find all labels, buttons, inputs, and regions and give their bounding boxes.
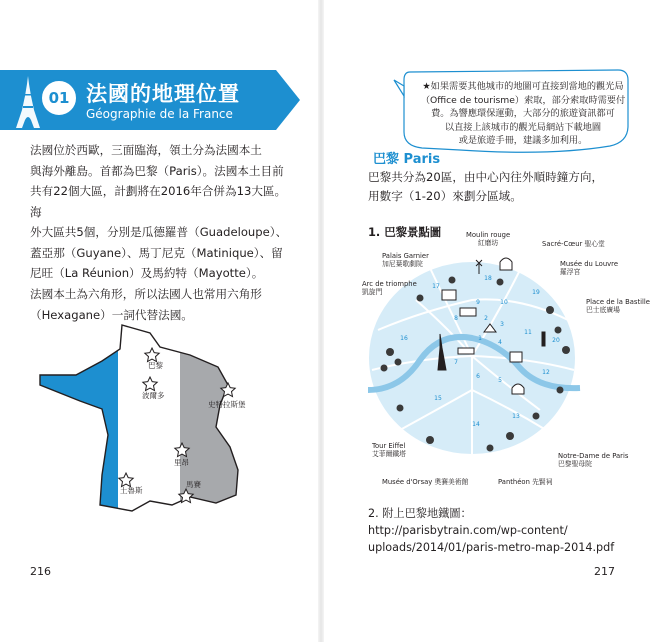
district-number: 17	[432, 283, 440, 290]
text-line: 與海外離島。首都為巴黎（Paris）。法國本土目前	[30, 163, 284, 178]
text-line[interactable]: 2. 附上巴黎地鐵圖：http://parisbytrain.com/wp-content/	[368, 507, 568, 537]
label-moulin-rouge: Moulin rouge 紅磨坊	[466, 231, 511, 247]
note-line: 或是旅遊手冊，建議多加利用。	[458, 135, 588, 146]
note-text	[418, 80, 628, 148]
district-number: 15	[434, 395, 442, 402]
map-label-marseille: 馬賽	[186, 480, 201, 489]
book-gutter	[318, 0, 324, 642]
map-label-paris: 巴黎	[148, 361, 163, 370]
notre-dame-icon	[510, 352, 522, 362]
district-number: 19	[532, 289, 540, 296]
label-arc-de-triomphe: Arc de triomphe 凱旋門	[362, 280, 417, 296]
district-number: 13	[512, 413, 520, 420]
map-label-strasbourg: 史特拉斯堡	[208, 400, 246, 409]
note-line: （Office de tourisme）索取，部分索取時需要付	[420, 94, 626, 106]
chapter-number-badge: 01	[40, 79, 78, 117]
district-number: 8	[454, 315, 458, 322]
text-line: 尼旺（La Réunion）及馬約特（Mayotte）。	[30, 266, 264, 280]
district-number: 1	[478, 335, 482, 342]
musee-orsay-icon	[458, 348, 474, 354]
text-line: 共有22個大區，計劃將在2016年合併為13大區。海	[30, 184, 287, 219]
label-musee-orsay: Musée d'Orsay 奧賽美術館	[382, 478, 469, 486]
district-number: 5	[498, 377, 502, 384]
note-line: 費。為響應環保運動，大部分的旅遊資訊都可	[431, 108, 615, 119]
text-line: （Hexagane）一詞代替法國。	[30, 307, 193, 322]
label-sacre-coeur: Sacré-Cœur 聖心堂	[542, 240, 605, 248]
eiffel-tower-icon	[14, 76, 42, 128]
district-number: 6	[476, 373, 480, 380]
bastille-column-icon	[542, 332, 545, 346]
page-number-right: 217	[594, 565, 615, 578]
text-line[interactable]: uploads/2014/01/paris-metro-map-2014.pdf	[368, 541, 615, 554]
sacre-coeur-icon	[500, 258, 512, 270]
pantheon-icon	[512, 384, 524, 394]
text-line: 巴黎共分為20區，由中心內往外順時鐘方向，	[368, 170, 604, 184]
text-line: 外大區共5個，分別是瓜德羅普（Guadeloupe）、	[30, 225, 288, 239]
map-label-bordeaux: 波爾多	[142, 391, 165, 400]
label-place-bastille: Place de la Bastille 巴士底廣場	[586, 298, 650, 314]
label-tour-eiffel: Tour Eiffel 艾菲爾鐵塔	[372, 442, 406, 458]
district-number: 7	[454, 359, 458, 366]
district-number: 11	[524, 329, 532, 336]
label-notre-dame: Notre-Dame de Paris 巴黎聖母院	[558, 452, 629, 468]
district-number: 10	[500, 299, 508, 306]
label-musee-louvre: Musée du Louvre 羅浮宮	[560, 260, 619, 276]
map-label-toulouse: 土魯斯	[120, 486, 143, 495]
chapter-title: 法國的地理位置	[86, 82, 240, 106]
intro-paragraph	[30, 140, 288, 284]
district-number: 16	[400, 335, 408, 342]
district-number: 20	[552, 337, 560, 344]
note-line: 以直接上該城市的觀光局網站下載地圖	[444, 121, 602, 133]
paris-paragraph	[368, 168, 613, 206]
district-number: 3	[500, 321, 504, 328]
text-line: 法國位於西歐，三面臨海，領土分為法國本土	[30, 143, 262, 157]
label-palais-garnier: Palais Garnier 加尼葉歌劇院	[382, 252, 429, 268]
text-line: 法國本土為六角形，所以法國人也常用六角形	[30, 287, 262, 301]
district-number: 12	[542, 369, 550, 376]
map-label-lyon: 里昂	[174, 458, 189, 467]
palais-garnier-icon	[460, 308, 476, 316]
text-line: 用數字（1-20）來劃分區域。	[368, 189, 522, 203]
flag-blue-band	[40, 325, 118, 515]
section-title-landmarks: 1. 巴黎景點圖	[368, 225, 442, 239]
district-number: 4	[498, 339, 502, 346]
metro-map-link-section	[368, 505, 620, 556]
chapter-subtitle-french: Géographie de la France	[86, 107, 233, 121]
district-number: 9	[476, 299, 480, 306]
district-number: 18	[484, 275, 492, 282]
france-flag-map	[40, 325, 280, 515]
hexagon-paragraph	[30, 284, 288, 325]
note-line: ★如果需要其他城市的地圖可直接到當地的觀光局	[422, 81, 624, 92]
district-number: 14	[472, 421, 480, 428]
district-number: 2	[484, 315, 488, 322]
text-line: 蓋亞那（Guyane）、馬丁尼克（Matinique）、留	[30, 245, 283, 260]
label-pantheon: Panthéon 先賢祠	[498, 478, 553, 486]
arc-de-triomphe-icon	[442, 290, 456, 300]
paris-heading: 巴黎 Paris	[373, 152, 441, 167]
page-number-left: 216	[30, 565, 51, 578]
